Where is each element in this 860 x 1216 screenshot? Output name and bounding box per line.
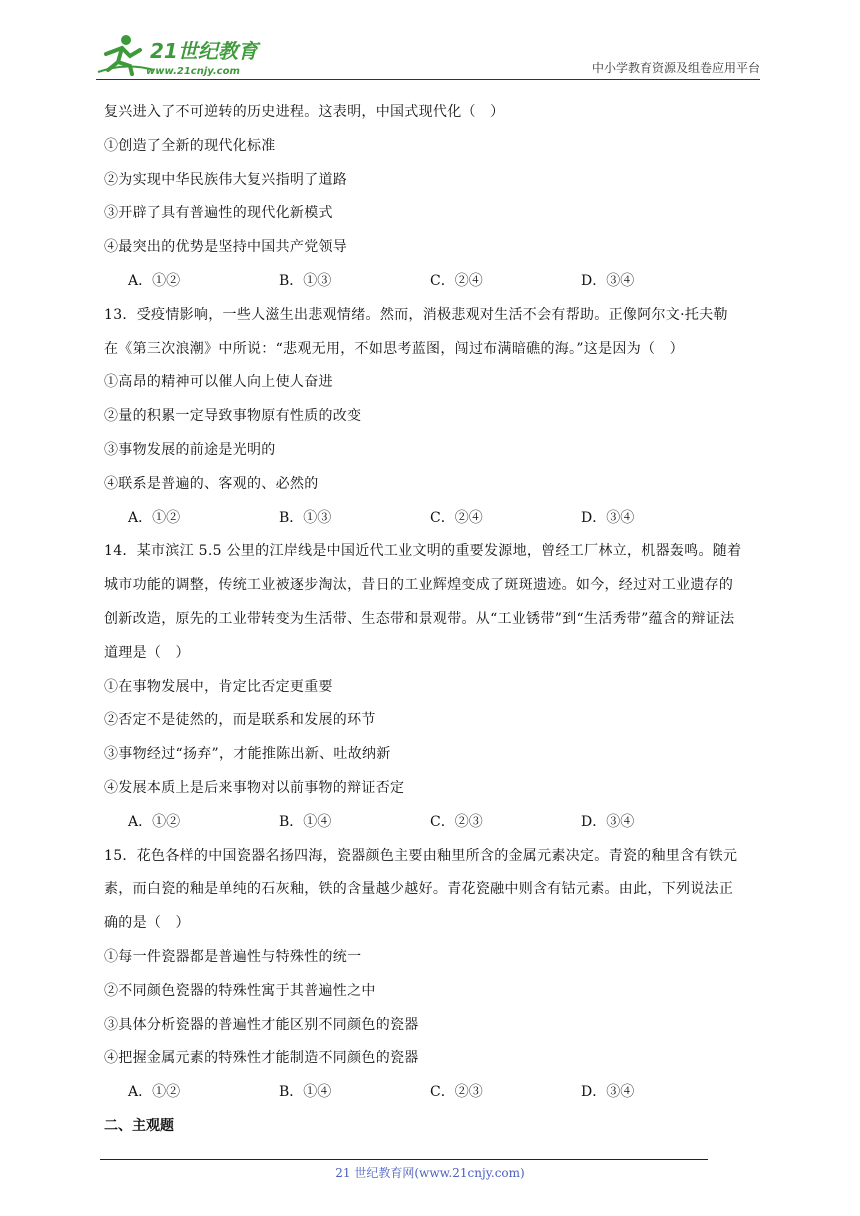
option-d: D．③④ — [581, 272, 635, 289]
question-13-item: ②量的积累一定导致事物原有性质的改变 — [104, 408, 362, 425]
question-13-stem: 在《第三次浪潮》中所说：“悲观无用，不如思考蓝图，闯过布满暗礁的海。”这是因为（ ） — [104, 340, 684, 357]
question-15-options — [104, 1076, 764, 1110]
question-13-options — [104, 502, 764, 536]
option-b: B．①③ — [279, 509, 332, 526]
option-d: D．③④ — [581, 813, 635, 830]
option-b: B．①④ — [279, 1084, 332, 1101]
question-13-item: ③事物发展的前途是光明的 — [104, 441, 276, 458]
option-c: C．②④ — [430, 509, 483, 526]
option-d: D．③④ — [581, 509, 635, 526]
question-14-stem: 道理是（ ） — [104, 644, 190, 661]
footer-divider — [100, 1159, 708, 1160]
footer-text: 21 世纪教育网(www.21cnjy.com) — [335, 1166, 525, 1180]
question-13-stem: 13．受疫情影响，一些人滋生出悲观情绪。然而，消极悲观对生活不会有帮助。正像阿尔文·托夫勒 — [104, 306, 728, 323]
question-14-item: ①在事物发展中，肯定比否定更重要 — [104, 678, 333, 695]
question-14-stem: 14．某市滨江 5.5 公里的江岸线是中国近代工业文明的重要发源地，曾经工厂林立，机器轰鸣。随着 — [104, 543, 742, 560]
svg-text:21世纪教育: 21世纪教育 — [150, 39, 258, 63]
question-14-item: ③事物经过“扬弃”，才能推陈出新、吐故纳新 — [104, 746, 391, 763]
option-a: A．①② — [128, 1084, 181, 1101]
question-14-item: ④发展本质上是后来事物对以前事物的辩证否定 — [104, 779, 405, 796]
question-12-stem: 复兴进入了不可逆转的历史进程。这表明，中国式现代化（ ） — [104, 104, 505, 120]
option-d: D．③④ — [581, 1084, 635, 1101]
question-12-item: ④最突出的优势是坚持中国共产党领导 — [104, 239, 348, 256]
question-15-stem: 确的是（ ） — [104, 915, 190, 932]
question-13-item: ④联系是普遍的、客观的、必然的 — [104, 475, 319, 492]
option-c: C．②③ — [430, 1084, 483, 1101]
svg-text:www.21cnjy.com: www.21cnjy.com — [146, 66, 240, 77]
option-c: C．②③ — [430, 813, 483, 830]
option-a: A．①② — [128, 813, 181, 830]
header-divider — [96, 79, 760, 80]
option-b: B．①④ — [279, 813, 332, 830]
exam-content — [104, 96, 764, 1144]
question-12-item: ③开辟了具有普遍性的现代化新模式 — [104, 205, 333, 222]
site-logo — [96, 32, 266, 78]
option-c: C．②④ — [430, 272, 483, 289]
question-14-stem: 创新改造，原先的工业带转变为生活带、生态带和景观带。从“工业锈带”到“生活秀带”蕴含的辩证法 — [104, 610, 735, 627]
question-15-stem: 素，而白瓷的釉是单纯的石灰釉，铁的含量越少越好。青花瓷融中则含有钴元素。由此，下列说法正 — [104, 881, 734, 898]
page-header — [96, 30, 760, 80]
section-title: 二、主观题 — [104, 1117, 174, 1134]
option-a: A．①② — [128, 509, 181, 526]
platform-name: 中小学教育资源及组卷应用平台 — [591, 61, 760, 75]
question-14-item: ②否定不是徒然的，而是联系和发展的环节 — [104, 712, 376, 729]
option-a: A．①② — [128, 272, 181, 289]
question-15-item: ④把握金属元素的特殊性才能制造不同颜色的瓷器 — [104, 1050, 419, 1067]
question-15-stem: 15．花色各样的中国瓷器名扬四海，瓷器颜色主要由釉里所含的金属元素决定。青瓷的釉里含有铁元 — [104, 847, 738, 864]
option-b: B．①③ — [279, 272, 332, 289]
question-15-item: ①每一件瓷器都是普遍性与特殊性的统一 — [104, 948, 362, 965]
question-15-item: ③具体分析瓷器的普遍性才能区别不同颜色的瓷器 — [104, 1016, 419, 1033]
question-12-item: ②为实现中华民族伟大复兴指明了道路 — [104, 171, 348, 188]
question-12-item: ①创造了全新的现代化标准 — [104, 137, 276, 154]
question-14-stem: 城市功能的调整，传统工业被逐步淘汰，昔日的工业辉煌变成了斑斑遗迹。如今，经过对工业遗存的 — [104, 577, 734, 594]
question-15-item: ②不同颜色瓷器的特殊性寓于其普遍性之中 — [104, 982, 376, 999]
question-13-item: ①高昂的精神可以催人向上使人奋进 — [104, 374, 333, 391]
question-14-options — [104, 806, 764, 840]
question-12-options — [104, 265, 764, 299]
